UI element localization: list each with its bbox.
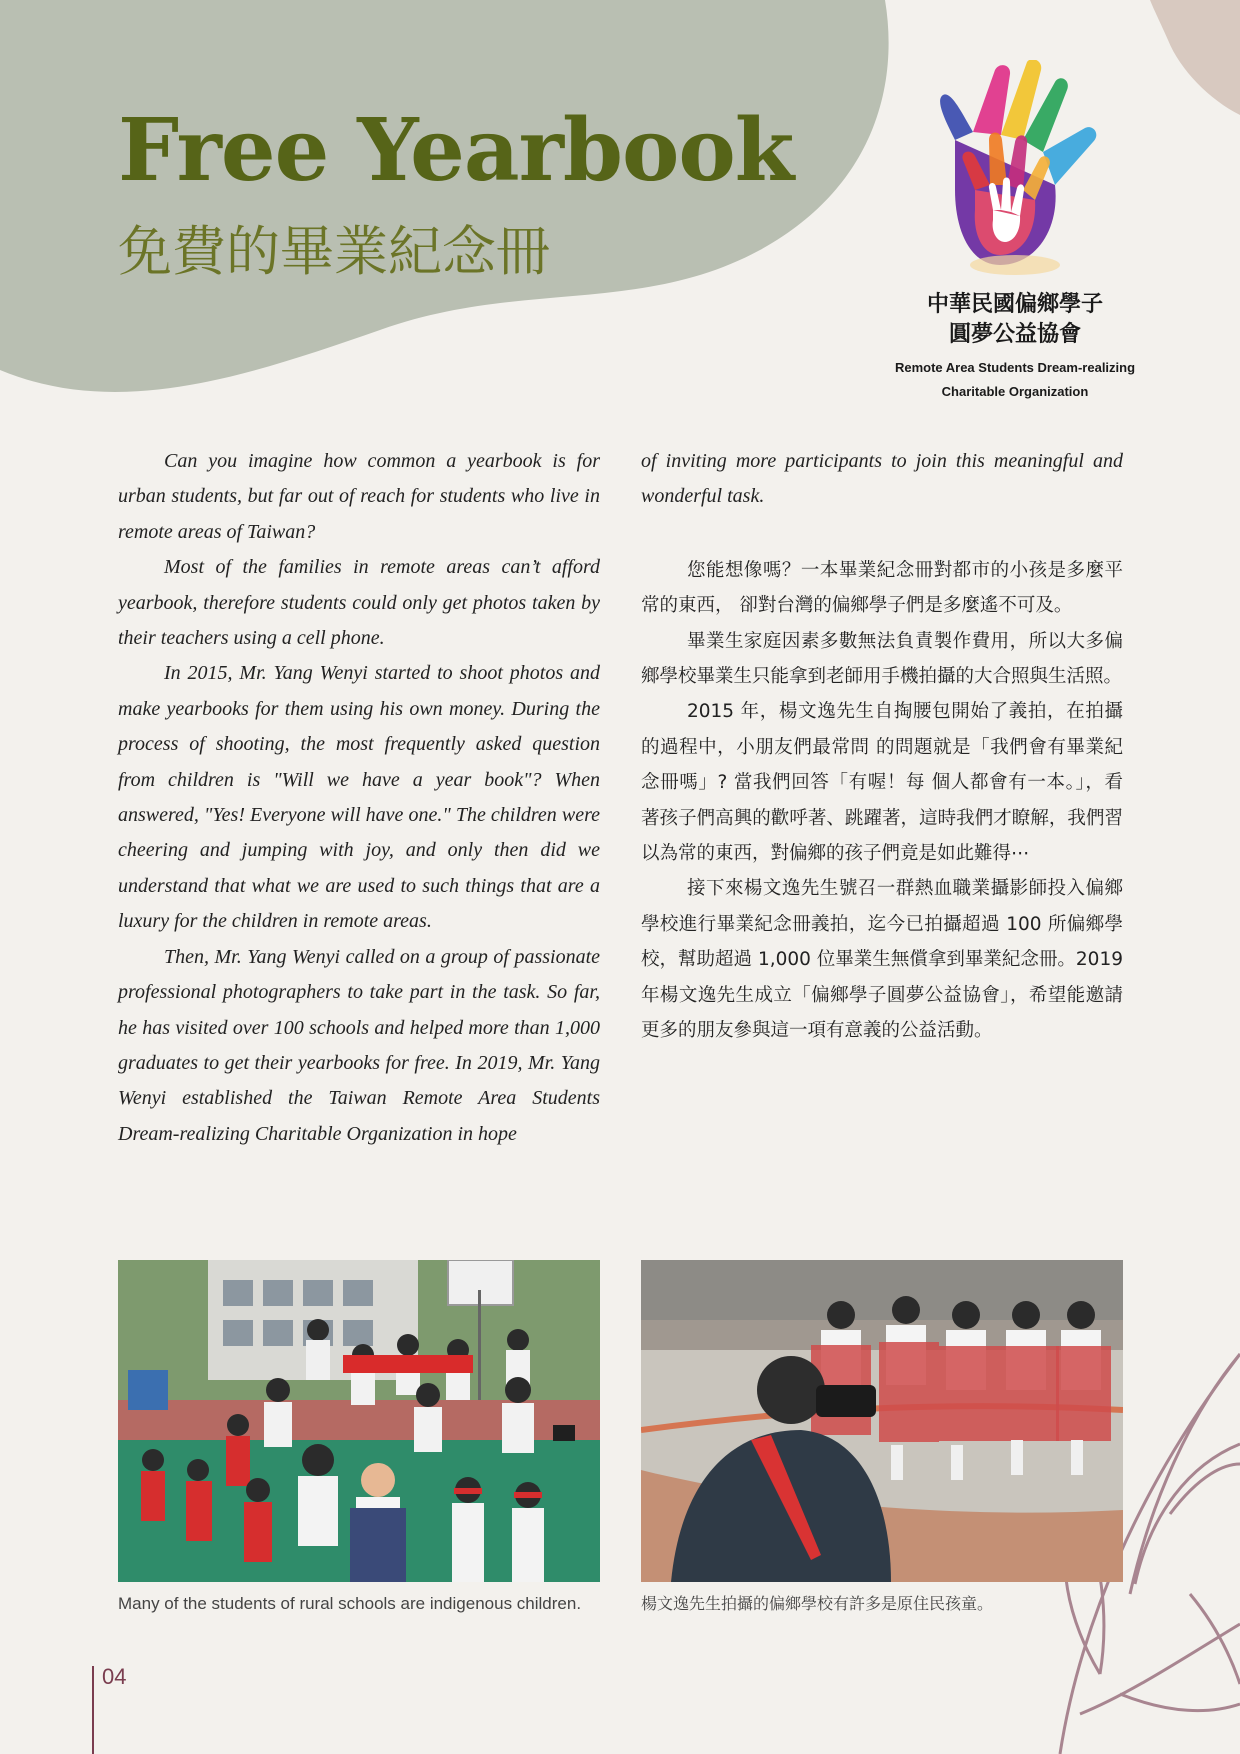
photo-caption-left: Many of the students of rural schools are indigenous children. xyxy=(118,1594,582,1613)
article-paragraph: Then, Mr. Yang Wenyi called on a group of passionate professional photographers to take part in the task. So far, he has visited over 100 schools and helped more than 1,000 graduates to get their yearbooks for free. In 2019, Mr. Yang Wenyi established the Taiwan Remote Area Students Dream-realizing Charitable Organization in hope xyxy=(118,945,600,1145)
group-photo xyxy=(118,1260,600,1582)
article-paragraph: In 2015, Mr. Yang Wenyi started to shoot photos and make yearbooks for them using his own money. During the process of shooting, the most frequently asked question from children is "Will we have a year book"? When answered, "Yes! Everyone will have one." The children were cheering and jumping with joy, and only then did we understand that what we are used to such things that are a luxury for the children in remote areas. xyxy=(118,662,600,933)
photo-caption-right: 楊文逸先生拍攝的偏鄉學校有許多是原住民孩童。 xyxy=(641,1594,994,1613)
page-subtitle: 免費的畢業紀念冊 xyxy=(118,220,550,283)
article-paragraph-zh: 您能想像嗎？一本畢業紀念冊對都市的小孩是多麼平常的東西， 卻對台灣的偏鄉學子們是多麼遙不可及。 xyxy=(641,559,1123,617)
page-title: Free Yearbook xyxy=(118,100,794,201)
chinese-article-column xyxy=(641,444,1123,1049)
page-number-rule xyxy=(92,1666,94,1754)
photographer-photo xyxy=(641,1260,1123,1582)
english-article-column xyxy=(118,444,600,1152)
page-number: 04 xyxy=(102,1664,127,1689)
logo-name-en: Remote Area Students Dream-realizing Charitable Organization xyxy=(894,360,1136,399)
article-paragraph-zh: 接下來楊文逸先生號召一群熱血職業攝影師投入偏鄉學校進行畢業紀念冊義拍，迄今已拍攝超過 100 所偏鄉學校，幫助超過 1,000 位畢業生無償拿到畢業紀念冊。2019 年楊文逸先生成立「偏鄉學子圓夢公益協會」，希望能邀請更多的朋友參與這一項有意義的公益活動。 xyxy=(641,878,1123,1042)
article-paragraph-zh: 2015 年，楊文逸先生自掏腰包開始了義拍，在拍攝的過程中，小朋友們最常問 的問題就是「我們會有畢業紀念冊嗎」? 當我們回答「有喔！每 個人都會有一本。」，看著孩子們高興的歡呼著、跳躍著，這時我們才瞭解，我們習以為常的東西，對偏鄉的孩子們竟是如此難得⋯ xyxy=(641,701,1123,865)
article-paragraph: Can you imagine how common a yearbook is for urban students, but far out of reach for students who live in remote areas of Taiwan? xyxy=(118,450,600,543)
chinese-article xyxy=(641,553,1123,1049)
article-paragraph: Most of the families in remote areas can’t afford yearbook, therefore students could only get photos taken by their teachers using a cell phone. xyxy=(118,556,600,650)
article-paragraph-zh: 畢業生家庭因素多數無法負責製作費用，所以大多偏鄉學校畢業生只能拿到老師用手機拍攝的大合照與生活照。 xyxy=(641,630,1123,688)
organization-logo xyxy=(890,60,1140,404)
logo-name-zh: 中華民國偏鄉學子 圓夢公益協會 xyxy=(926,292,1103,347)
corner-ornament xyxy=(1150,0,1240,120)
colorful-hands-icon xyxy=(915,60,1115,280)
article-paragraph-continued: of inviting more participants to join this meaningful and wonderful task. xyxy=(641,450,1123,508)
header-blob-shape xyxy=(0,0,900,420)
